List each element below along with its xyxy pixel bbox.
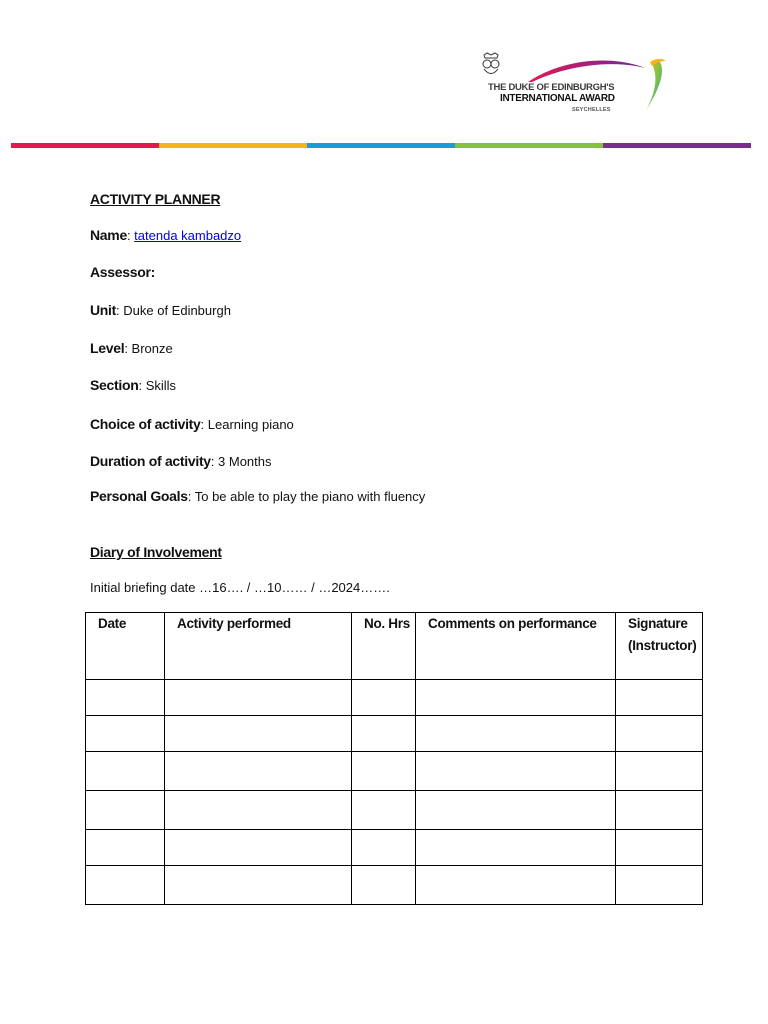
table-cell[interactable] [416, 791, 616, 830]
field-goals-value: To be able to play the piano with fluency [194, 489, 426, 504]
table-cell[interactable] [86, 680, 165, 716]
table-cell[interactable] [165, 680, 352, 716]
table-cell[interactable] [165, 716, 352, 752]
table-cell[interactable] [616, 680, 703, 716]
table-cell[interactable] [352, 866, 416, 905]
table-cell[interactable] [86, 752, 165, 791]
diary-heading: Diary of Involvement [90, 544, 222, 560]
field-goals-label: Personal Goals [90, 488, 188, 504]
table-cell[interactable] [86, 791, 165, 830]
field-section-value: Skills [145, 378, 177, 393]
color-divider [11, 143, 751, 148]
table-cell[interactable] [165, 830, 352, 866]
table-header-row [86, 613, 703, 680]
logo-line-1: THE DUKE OF EDINBURGH'S [488, 82, 615, 93]
table-cell[interactable] [352, 716, 416, 752]
field-duration-label: Duration of activity [90, 453, 211, 469]
table-cell[interactable] [616, 830, 703, 866]
col-comments-header: Comments on performance [416, 613, 616, 680]
crest-icon [480, 52, 502, 78]
table-cell[interactable] [165, 791, 352, 830]
table-row [86, 680, 703, 716]
field-duration-value: 3 Months [218, 454, 272, 469]
col-activity-header: Activity performed [165, 613, 352, 680]
field-level: Level: Bronze [90, 340, 173, 356]
logo-line-3: SEYCHELLES [572, 107, 611, 113]
logo-line-2: INTERNATIONAL AWARD [500, 93, 615, 104]
field-unit-value: Duke of Edinburgh [123, 303, 231, 318]
field-goals: Personal Goals: To be able to play the piano with fluency [90, 488, 426, 504]
table-cell[interactable] [616, 866, 703, 905]
table-cell[interactable] [352, 791, 416, 830]
page-title: ACTIVITY PLANNER [90, 191, 221, 207]
color-segment-yellow [159, 143, 307, 148]
field-section: Section: Skills [90, 377, 177, 393]
field-activity: Choice of activity: Learning piano [90, 416, 294, 432]
table-cell[interactable] [352, 830, 416, 866]
diary-table [85, 612, 703, 905]
field-level-value: Bronze [131, 341, 173, 356]
table-cell[interactable] [165, 866, 352, 905]
color-segment-red [11, 143, 159, 148]
table-cell[interactable] [352, 680, 416, 716]
field-name: Name: tatenda kambadzo [90, 227, 242, 243]
table-row [86, 866, 703, 905]
color-segment-purple [603, 143, 751, 148]
color-segment-blue [307, 143, 455, 148]
color-segment-green [455, 143, 603, 148]
table-cell[interactable] [416, 680, 616, 716]
field-duration: Duration of activity: 3 Months [90, 453, 272, 469]
table-cell[interactable] [416, 716, 616, 752]
table-cell[interactable] [352, 752, 416, 791]
table-row [86, 716, 703, 752]
table-row [86, 791, 703, 830]
field-level-label: Level [90, 340, 125, 356]
table-row [86, 830, 703, 866]
table-cell[interactable] [165, 752, 352, 791]
col-hours-header: No. Hrs [352, 613, 416, 680]
table-cell[interactable] [86, 830, 165, 866]
name-link[interactable]: tatenda kambadzo [134, 228, 242, 243]
table-row [86, 752, 703, 791]
table-cell[interactable] [416, 752, 616, 791]
field-assessor [90, 264, 155, 280]
dofe-logo [480, 52, 680, 122]
field-activity-label: Choice of activity [90, 416, 201, 432]
table-cell[interactable] [616, 716, 703, 752]
field-section-label: Section [90, 377, 139, 393]
field-assessor-label: Assessor: [90, 264, 156, 280]
table-cell[interactable] [616, 791, 703, 830]
briefing-date: Initial briefing date …16…. / …10…… / …2024……. [90, 580, 390, 595]
table-cell[interactable] [86, 866, 165, 905]
field-name-label: Name [90, 227, 127, 243]
col-signature-header: Signature (Instructor) [616, 613, 703, 680]
table-cell[interactable] [416, 866, 616, 905]
field-activity-value: Learning piano [207, 417, 294, 432]
table-cell[interactable] [616, 752, 703, 791]
field-unit-label: Unit [90, 302, 117, 318]
col-date-header: Date [86, 613, 165, 680]
field-unit: Unit: Duke of Edinburgh [90, 302, 231, 318]
table-cell[interactable] [86, 716, 165, 752]
table-cell[interactable] [416, 830, 616, 866]
